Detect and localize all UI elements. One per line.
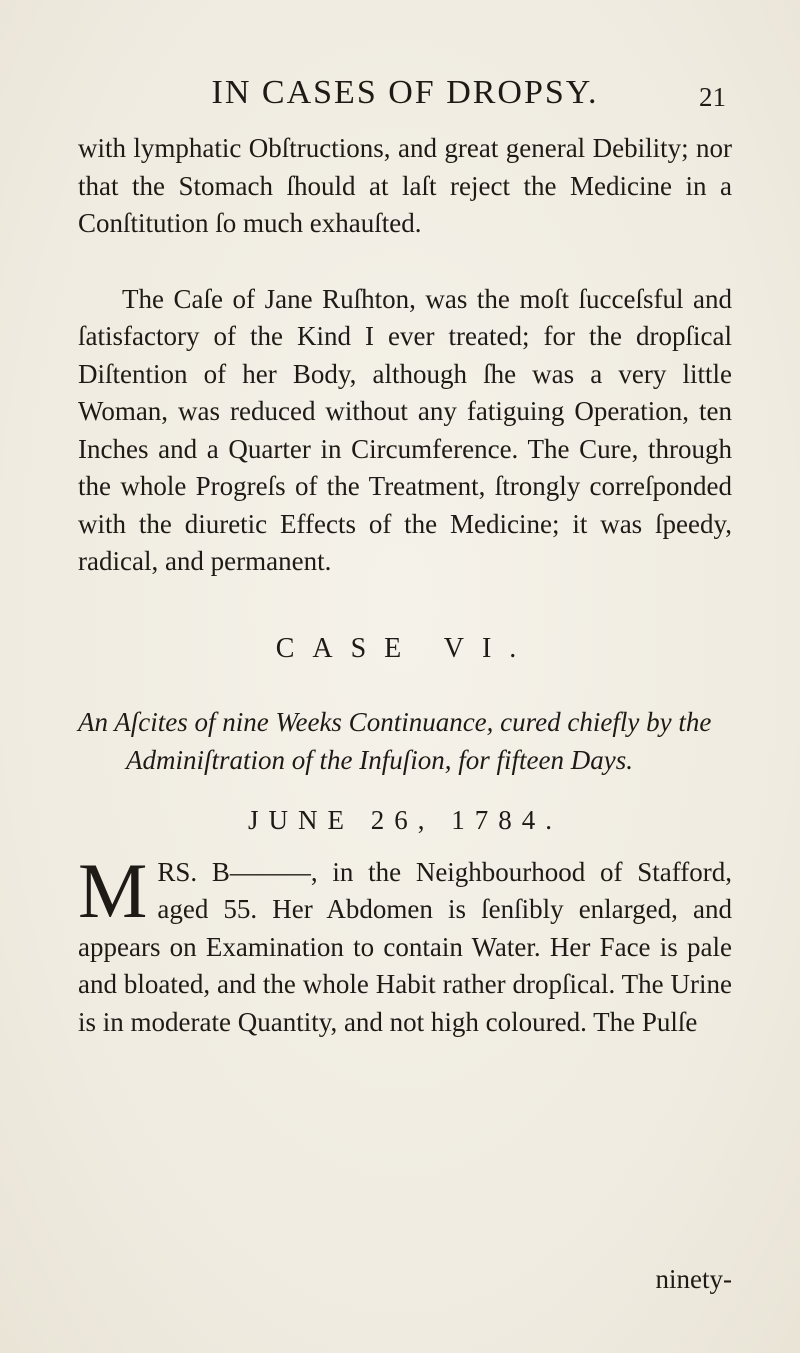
case-date: JUNE 26, 1784. (248, 804, 562, 835)
paragraph-continuation: with lymphatic Obſtructions, and great general Debility; nor that the Stomach ſhould at laſt reject the Medicine in a Conſtitution ſo much exhauſted. (78, 133, 732, 238)
running-title: IN CASES OF DROPSY. (211, 74, 599, 111)
drop-cap: M (78, 846, 148, 934)
case-heading: CASE VI. (275, 632, 535, 664)
case-subtitle: An Aſcites of nine Weeks Continuance, cured chiefly by the Adminiſtration of the Infuſion, for fifteen Days. (78, 706, 712, 775)
catchword: ninety- (655, 1264, 732, 1294)
paragraph-rushton-case: The Caſe of Jane Ruſhton, was the moſt ſucceſsful and ſatisfactory of the Kind I ever treated; for the dropſical Diſtention of her Body, although ſhe was a very little Woman, was reduced without any fatiguing Operation, ten Inches and a Quarter in Circumference. The Cure, through the whole Progreſs of the Treatment, ſtrongly correſponded with the diuretic Effects of the Medicine; it was ſpeedy, radical, and permanent. (78, 283, 732, 576)
case-body (78, 846, 732, 1042)
case-body-text: RS. B———, in the Neighbourhood of Stafford, aged 55. Her Abdomen is ſenſibly enlarged, and appears on Examination to contain Water. Her Face is pale and bloated, and the whole Habit rather dropſical. The Urine is in moderate Quantity, and not high coloured. The Pulſe (78, 856, 732, 1037)
page-number: 21 (699, 82, 726, 112)
page-header (78, 0, 732, 120)
